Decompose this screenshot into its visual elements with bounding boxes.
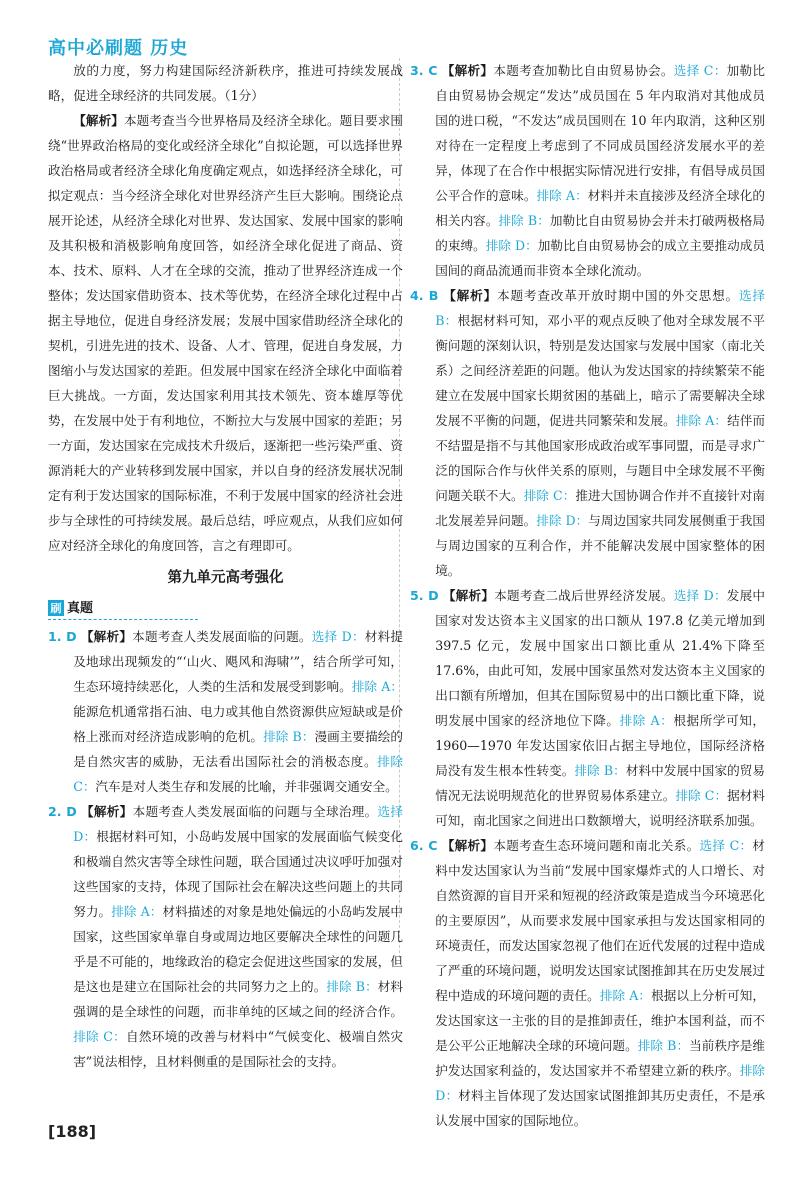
answer-number: 3. C [410, 63, 438, 78]
analysis-text: 本题考查当今世界格局及经济全球化。题目要求围绕“世界政治格局的变化或经济全球化”自拟论题，可以选择世界政治格局或者经济全球化角度确定观点，如选择经济全球化，可拟定观点：当今经济全球化对世界经济产生巨大影响。围绕论点展开论述，从经济全球化对世界、发达国家、发展中国家的影响及其积极和消极影响角度回答，如经济全球化促进了商品、资本、技术、原料、人才在全球的交流，推动了世界经济连成一个整体；发达国家借助资本、技术等优势，在经济全球化过程中占据主导地位，促进自身经济发展；发展中国家借助经济全球化的契机，引进先进的技术、设备、人才、管理，促进自身发展，力图缩小与发达国家的差距。但发展中国家在经济全球化中面临着巨大挑战。一方面，发达国家利用其技术领先、资本雄厚等优势，在发展中处于有利地位，不断拉大与发展中国家的差距；另一方面，发达国家在完成技术升级后，逐渐把一些污染严重、资源消耗大的产业转移到发展中国家，并以自身的经济发展状况制定有利于发达国家的国际标准，不利于发展中国家的经济社会进步与全球性的可持续发展。最后总结，呼应观点，从我们应如何应对经济全球化的角度回答，言之有理即可。 [48, 113, 404, 553]
intro-paragraph: 放的力度，努力构建国际经济新秩序，推进可持续发展战略，促进全球经济的共同发展。（1分） [48, 63, 403, 103]
section-title: 第九单元高考强化 [167, 570, 284, 586]
answer-number: 2. D [48, 804, 77, 819]
brush-icon: 刷 [48, 600, 64, 616]
answer-number: 5. D [410, 588, 439, 603]
answer-item-6: 6. C 【解析】本题考查生态环境问题和南北关系。选择 C：材料中发达国家认为当前“发展中国家爆炸式的人口增长、对自然资源的盲目开采和短视的经济政策是造成当今环境恶化的主要原因”，从而要求发展中国家承担与发达国家相同的环境责任，而发达国家忽视了他们在近代发展的过程中造成了严重的环境问题，说明发达国家试图推卸其在历史发展过程中造成的环境问题的责任。排除 A：根据以上分析可知，发达国家这一主张的目的是推卸责任，维护本国利益，而不是公平公正地解决全球的环境问题。排除 B：当前秩序是维护发达国家利益的，发达国家并不希望建立新的秩序。排除 D：材料主旨体现了发达国家试图推卸其历史责任，不是承认发展中国家的国际地位。 [410, 838, 766, 1128]
answer-number: 4. B [410, 288, 439, 303]
book-title: 高中必刷题 历史 [48, 38, 189, 59]
left-column [48, 58, 403, 1074]
answer-item-5: 5. D 【解析】本题考查二战后世界经济发展。选择 D：发展中国家对发达资本主义国家的出口额从 197.8 亿美元增加到 397.5 亿元，发展中国家出口额比重从 21.4%下降至 17.6%，由此可知，发展中国家虽然对发达资本主义国家的出口额有所增加，但其在国际贸易中的出口额比重下降，说明发展中国家的经济地位下降。排除 A：根据所学可知，1960—1970 年发达国家依旧占据主导地位，国际经济格局没有发生根本性转变。排除 B：材料中发展中国家的贸易情况无法说明规范化的世界贸易体系建立。排除 C：据材料可知，南北国家之间进出口数额增大，说明经济联系加强。 [410, 588, 766, 828]
badge-label: 真题 [67, 600, 94, 616]
answer-item-4: 4. B 【解析】本题考查改革开放时期中国的外交思想。选择 B：根据材料可知，邓小平的观点反映了他对全球发展不平衡问题的深刻认识，特别是发达国家与发展中国家（南北关系）之间经济差距的问题。他认为发达国家的持续繁荣不能建立在发展中国家长期贫困的基础上，暗示了需要解决全球发展不平衡的问题，促进共同繁荣和发展。排除 A：结伴而不结盟是指不与其他国家形成政治或军事同盟，而是寻求广泛的国际合作与伙伴关系的原则，与题目中全球发展不平衡问题关联不大。排除 C：推进大国协调合作并不直接针对南北发展差异问题。排除 D：与周边国家共同发展侧重于我国与周边国家的互利合作，并不能解决发展中国家整体的困境。 [410, 288, 766, 578]
answer-item-3: 3. C 【解析】本题考查加勒比自由贸易协会。选择 C：加勒比自由贸易协会规定“发达”成员国在 5 年内取消对其他成员国的进口税，“不发达”成员国则在 10 年内取消，这种区别对待在一定程度上考虑到了不同成员国经济发展水平的差异，体现了在合作中根据实际情况进行安排，有倡导成员国公平合作的意味。排除 A：材料并未直接涉及经济全球化的相关内容。排除 B：加勒比自由贸易协会并未打破两极格局的束缚。排除 D：加勒比自由贸易协会的成立主要推动成员国间的商品流通而非资本全球化流动。 [410, 63, 766, 278]
answer-number: 6. C [410, 838, 438, 853]
right-column [410, 58, 765, 1133]
real-exam-badge [48, 597, 198, 620]
answer-item-1: 1. D 【解析】本题考查人类发展面临的问题。选择 D：材料提及地球出现频发的“‘山火、飓风和海啸’”，结合所学可知，生态环境持续恶化，人类的生活和发展受到影响。排除 A：能源危机通常指石油、电力或其他自然资源供应短缺或是价格上涨而对经济造成影响的危机。排除 B：漫画主要描绘的是自然灾害的威胁，无法看出国际社会的消极态度。排除 C：汽车是对人类生存和发展的比喻，并非强调交通安全。 [48, 629, 404, 794]
answer-number: 1. D [48, 629, 77, 644]
analysis-paragraph [48, 108, 403, 558]
answer-item-2: 2. D 【解析】本题考查人类发展面临的问题与全球治理。选择 D：根据材料可知，小岛屿发展中国家的发展面临气候变化和极端自然灾害等全球性问题，联合国通过决议呼吁加强对这些国家的支持，体现了国际社会在解决这些问题上的共同努力。排除 A：材料描述的对象是地处偏远的小岛屿发展中国家，这些国家单靠自身或周边地区要解决全球性的问题几乎是不可能的，地缘政治的稳定会促进这些国家的发展，但是这也是建立在国际社会的共同努力之上的。排除 B：材料强调的是全球性的问题，而非单纯的区域之间的经济合作。排除 C：自然环境的改善与材料中“气候变化、极端自然灾害”说法相悖，且材料侧重的是国际社会的支持。 [48, 804, 404, 1069]
analysis-tag: 【解析】 [73, 113, 124, 128]
page-number: [188] [48, 1122, 97, 1141]
